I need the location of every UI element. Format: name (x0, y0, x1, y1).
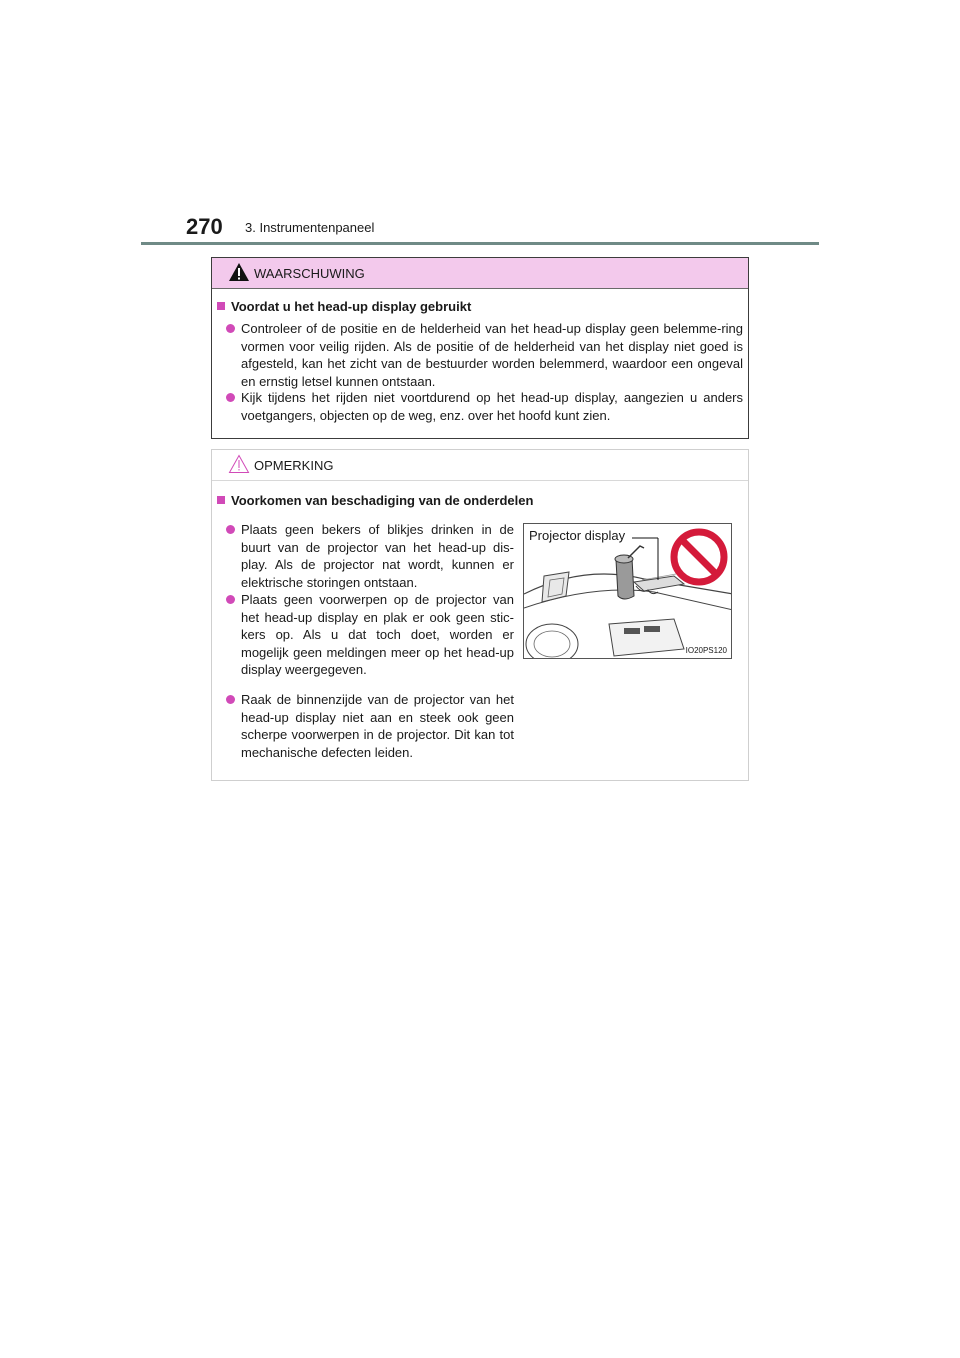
bullet-dot-icon (226, 525, 235, 534)
page-number: 270 (186, 214, 223, 239)
notice-bullet-1-text: Plaats geen bekers of blikjes drinken in de buurt van de projector van het head-up dis-play. Als de projector nat wordt, kunnen er elektrische storingen ontstaan. (241, 522, 514, 590)
notice-heading-text: Voorkomen van beschadiging van de onderdelen (231, 493, 534, 508)
notice-triangle-icon (228, 454, 250, 474)
warning-heading-text: Voordat u het head-up display gebruikt (231, 299, 472, 314)
warning-heading (217, 299, 471, 314)
header-rule (141, 242, 819, 245)
warning-bullet-2 (241, 389, 743, 424)
bullet-dot-icon (226, 393, 235, 402)
square-bullet-icon (217, 302, 225, 310)
notice-bullet-3-text: Raak de binnenzijde van de projector van het head-up display niet aan en steek ook geen scherpe voorwerpen in de projector. Dit kan tot mechanische defecten leiden. (241, 692, 514, 760)
notice-bullet-2-text: Plaats geen voorwerpen op de projector van het head-up display en plak er ook geen stic-kers op. Als u dat toch doet, worden er mogelijk geen meldingen meer op het head-up display weergegeven. (241, 592, 514, 677)
bullet-dot-icon (226, 595, 235, 604)
warning-bullet-1 (241, 320, 743, 390)
notice-heading (217, 493, 533, 508)
section-title: 3. Instrumentenpaneel (245, 220, 375, 235)
notice-bullet-2 (241, 591, 514, 679)
warning-bullet-2-text: Kijk tijdens het rijden niet voortdurend op het head-up display, aangezien u anders voetgangers, objecten op de weg, enz. over het hoofd kunt zien. (241, 390, 743, 423)
notice-bullet-3 (241, 691, 514, 761)
bullet-dot-icon (226, 695, 235, 704)
warning-bullet-1-text: Controleer of de positie en de helderheid van het head-up display geen belemme-ring vormen voor veilig rijden. Als de positie of de helderheid van het display niet goed is afgesteld, kan het zicht van de bestuurder worden belemmerd, waardoor een ongeval en ernstig letsel kunnen ontstaan. (241, 321, 743, 389)
notice-header (212, 450, 748, 481)
bullet-dot-icon (226, 324, 235, 333)
square-bullet-icon (217, 496, 225, 504)
notice-box (211, 449, 749, 781)
warning-box (211, 257, 749, 439)
notice-bullet-1 (241, 521, 514, 591)
warning-header (212, 258, 748, 289)
prohibition-icon (669, 527, 729, 587)
warning-label: WAARSCHUWING (254, 266, 365, 281)
figure-code: IO20PS120 (685, 646, 727, 655)
notice-label: OPMERKING (254, 458, 334, 473)
figure-label: Projector display (529, 528, 626, 543)
projector-illustration (523, 523, 732, 659)
warning-triangle-icon (228, 262, 250, 282)
